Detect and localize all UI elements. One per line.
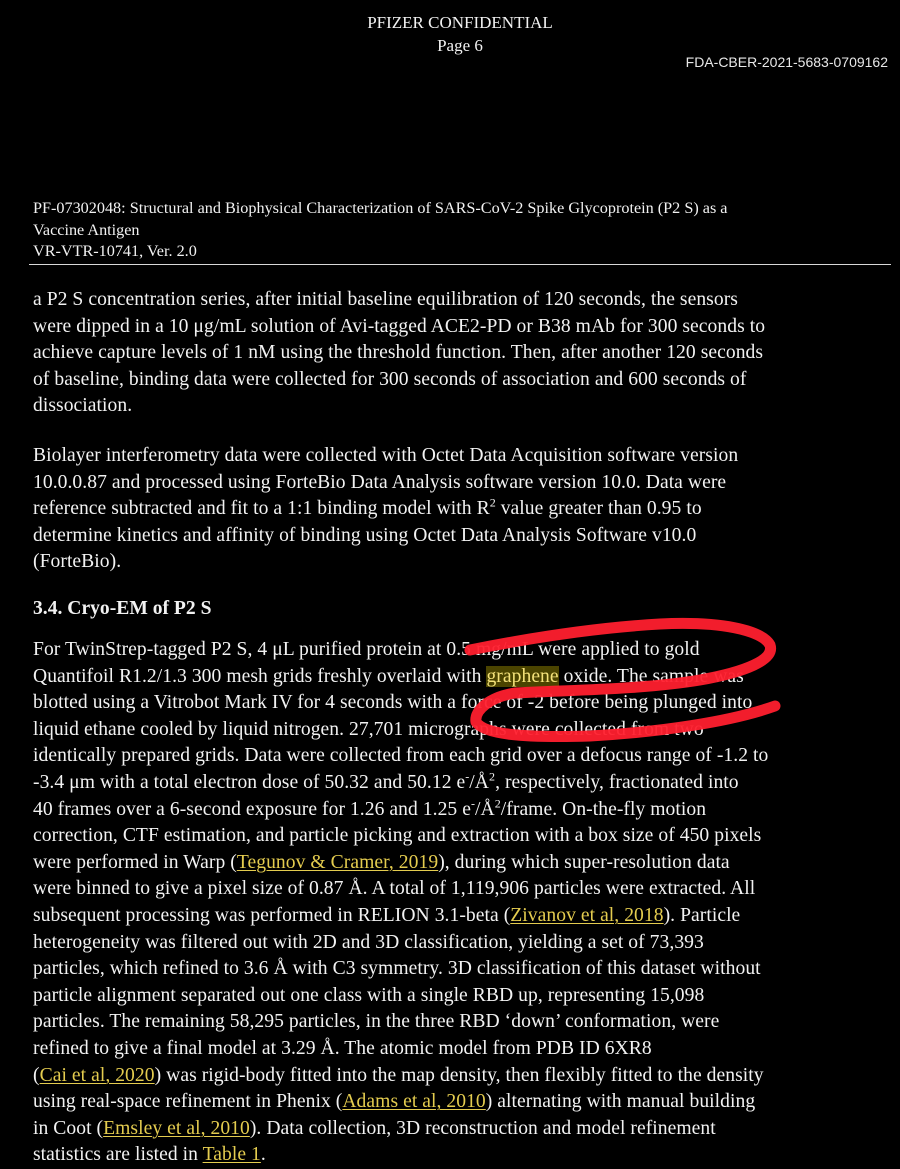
text-line: 40 frames over a 6-second exposure for 1.26 and 1.25 $e^-/Å^2$/frame. On-the-fly motion [33, 796, 707, 820]
text-line: determine kinetics and affinity of binding using Octet Data Analysis Software v10.0 [33, 524, 697, 546]
text-line: blotted using a Vitrobot Mark IV for 4 seconds with a force of -2 before being plunged into [33, 692, 753, 714]
text-line: in Coot (Emsley et al, 2010). Data collection, 3D reconstruction and model refinement [33, 1117, 716, 1139]
running-head-version: VR-VTR-10741, Ver. 2.0 [33, 242, 197, 260]
document-id: FDA-CBER-2021-5683-0709162 [685, 54, 888, 70]
paragraph-bli-protocol [33, 287, 900, 420]
text-line: were binned to give a pixel size of 0.87 Å. A total of 1,119,906 particles were extracted. All [33, 878, 756, 900]
text-line: 10.0.0.87 and processed using ForteBio Data Analysis software version 10.0. Data were [33, 471, 727, 493]
highlighted-term: graphene [486, 665, 559, 687]
text-line: (ForteBio). [33, 551, 122, 573]
text-line: were performed in Warp (Tegunov & Cramer, 2019), during which super-resolution data [33, 851, 730, 873]
text-line: Biolayer interferometry data were collected with Octet Data Acquisition software version [33, 445, 739, 466]
text-line: a P2 S concentration series, after initial baseline equilibration of 120 seconds, the sensors [33, 289, 738, 310]
section-heading: 3.4. Cryo-EM of P2 S [33, 598, 212, 619]
text-line: particle alignment separated out one class with a single RBD up, representing 15,098 [33, 984, 705, 1006]
running-head [33, 198, 883, 263]
paragraph-bli-analysis [33, 443, 900, 576]
citation-link-zivanov[interactable]: Zivanov et al, 2018 [510, 904, 664, 926]
running-head-title: PF-07302048: Structural and Biophysical Characterization of SARS-CoV-2 Spike Glycoprotein (P2 S) as a [33, 199, 728, 217]
text-line: identically prepared grids. Data were collected from each grid over a defocus range of -1.2 to [33, 745, 769, 767]
text-line: dissociation. [33, 395, 133, 417]
text-line: (Cai et al, 2020) was rigid-body fitted into the map density, then flexibly fitted to the density [33, 1064, 764, 1086]
paragraph-cryo-em [33, 637, 900, 1169]
page-number: Page 6 [437, 36, 483, 55]
text-line: -3.4 μm with a total electron dose of 50.32 and 50.12 $e^-/Å^2$, respectively, fractionated into [33, 769, 739, 793]
text-line: liquid ethane cooled by liquid nitrogen. 27,701 micrographs were collected from two [33, 718, 704, 740]
text-line: statistics are listed in Table 1. [33, 1144, 266, 1166]
confidential-header: PFIZER CONFIDENTIAL [367, 13, 553, 32]
text-line: For TwinStrep-tagged P2 S, 4 μL purified protein at 0.5 mg/mL were applied to gold [33, 639, 700, 660]
running-head-title-cont: Vaccine Antigen [33, 220, 140, 239]
text-line: particles. The remaining 58,295 particles, in the three RBD ‘down’ conformation, were [33, 1011, 720, 1033]
text-line: correction, CTF estimation, and particle picking and extraction with a box size of 450 pixels [33, 825, 762, 847]
citation-link-tegunov[interactable]: Tegunov & Cramer, 2019 [236, 851, 439, 873]
header-divider [29, 264, 891, 265]
text-line: refined to give a final model at 3.29 Å. The atomic model from PDB ID 6XR8 [33, 1037, 652, 1059]
text-line: subsequent processing was performed in RELION 3.1-beta (Zivanov et al, 2018). Particle [33, 904, 741, 926]
text-line: using real-space refinement in Phenix (Adams et al, 2010) alternating with manual building [33, 1091, 756, 1113]
text-line: of baseline, binding data were collected for 300 seconds of association and 600 seconds of [33, 368, 747, 390]
text-line: achieve capture levels of 1 nM using the threshold function. Then, after another 120 seconds [33, 342, 764, 364]
table-link[interactable]: Table 1 [202, 1144, 261, 1166]
text-line: particles, which refined to 3.6 Å with C3 symmetry. 3D classification of this dataset without [33, 958, 761, 980]
citation-link-adams[interactable]: Adams et al, 2010 [342, 1091, 486, 1113]
superscript: 2 [489, 495, 496, 510]
text-line: heterogeneity was filtered out with 2D and 3D classification, yielding a set of 73,393 [33, 931, 704, 953]
text-line: were dipped in a 10 μg/mL solution of Avi-tagged ACE2-PD or B38 mAb for 300 seconds to [33, 315, 766, 337]
text-line: Quantifoil R1.2/1.3 300 mesh grids freshly overlaid with graphene oxide. The sample was [33, 665, 744, 687]
citation-link-cai[interactable]: Cai et al, 2020 [39, 1064, 155, 1086]
text-line: reference subtracted and fit to a 1:1 binding model with $R^2$ value greater than 0.95 to [33, 495, 702, 520]
citation-link-emsley[interactable]: Emsley et al, 2010 [103, 1117, 250, 1139]
